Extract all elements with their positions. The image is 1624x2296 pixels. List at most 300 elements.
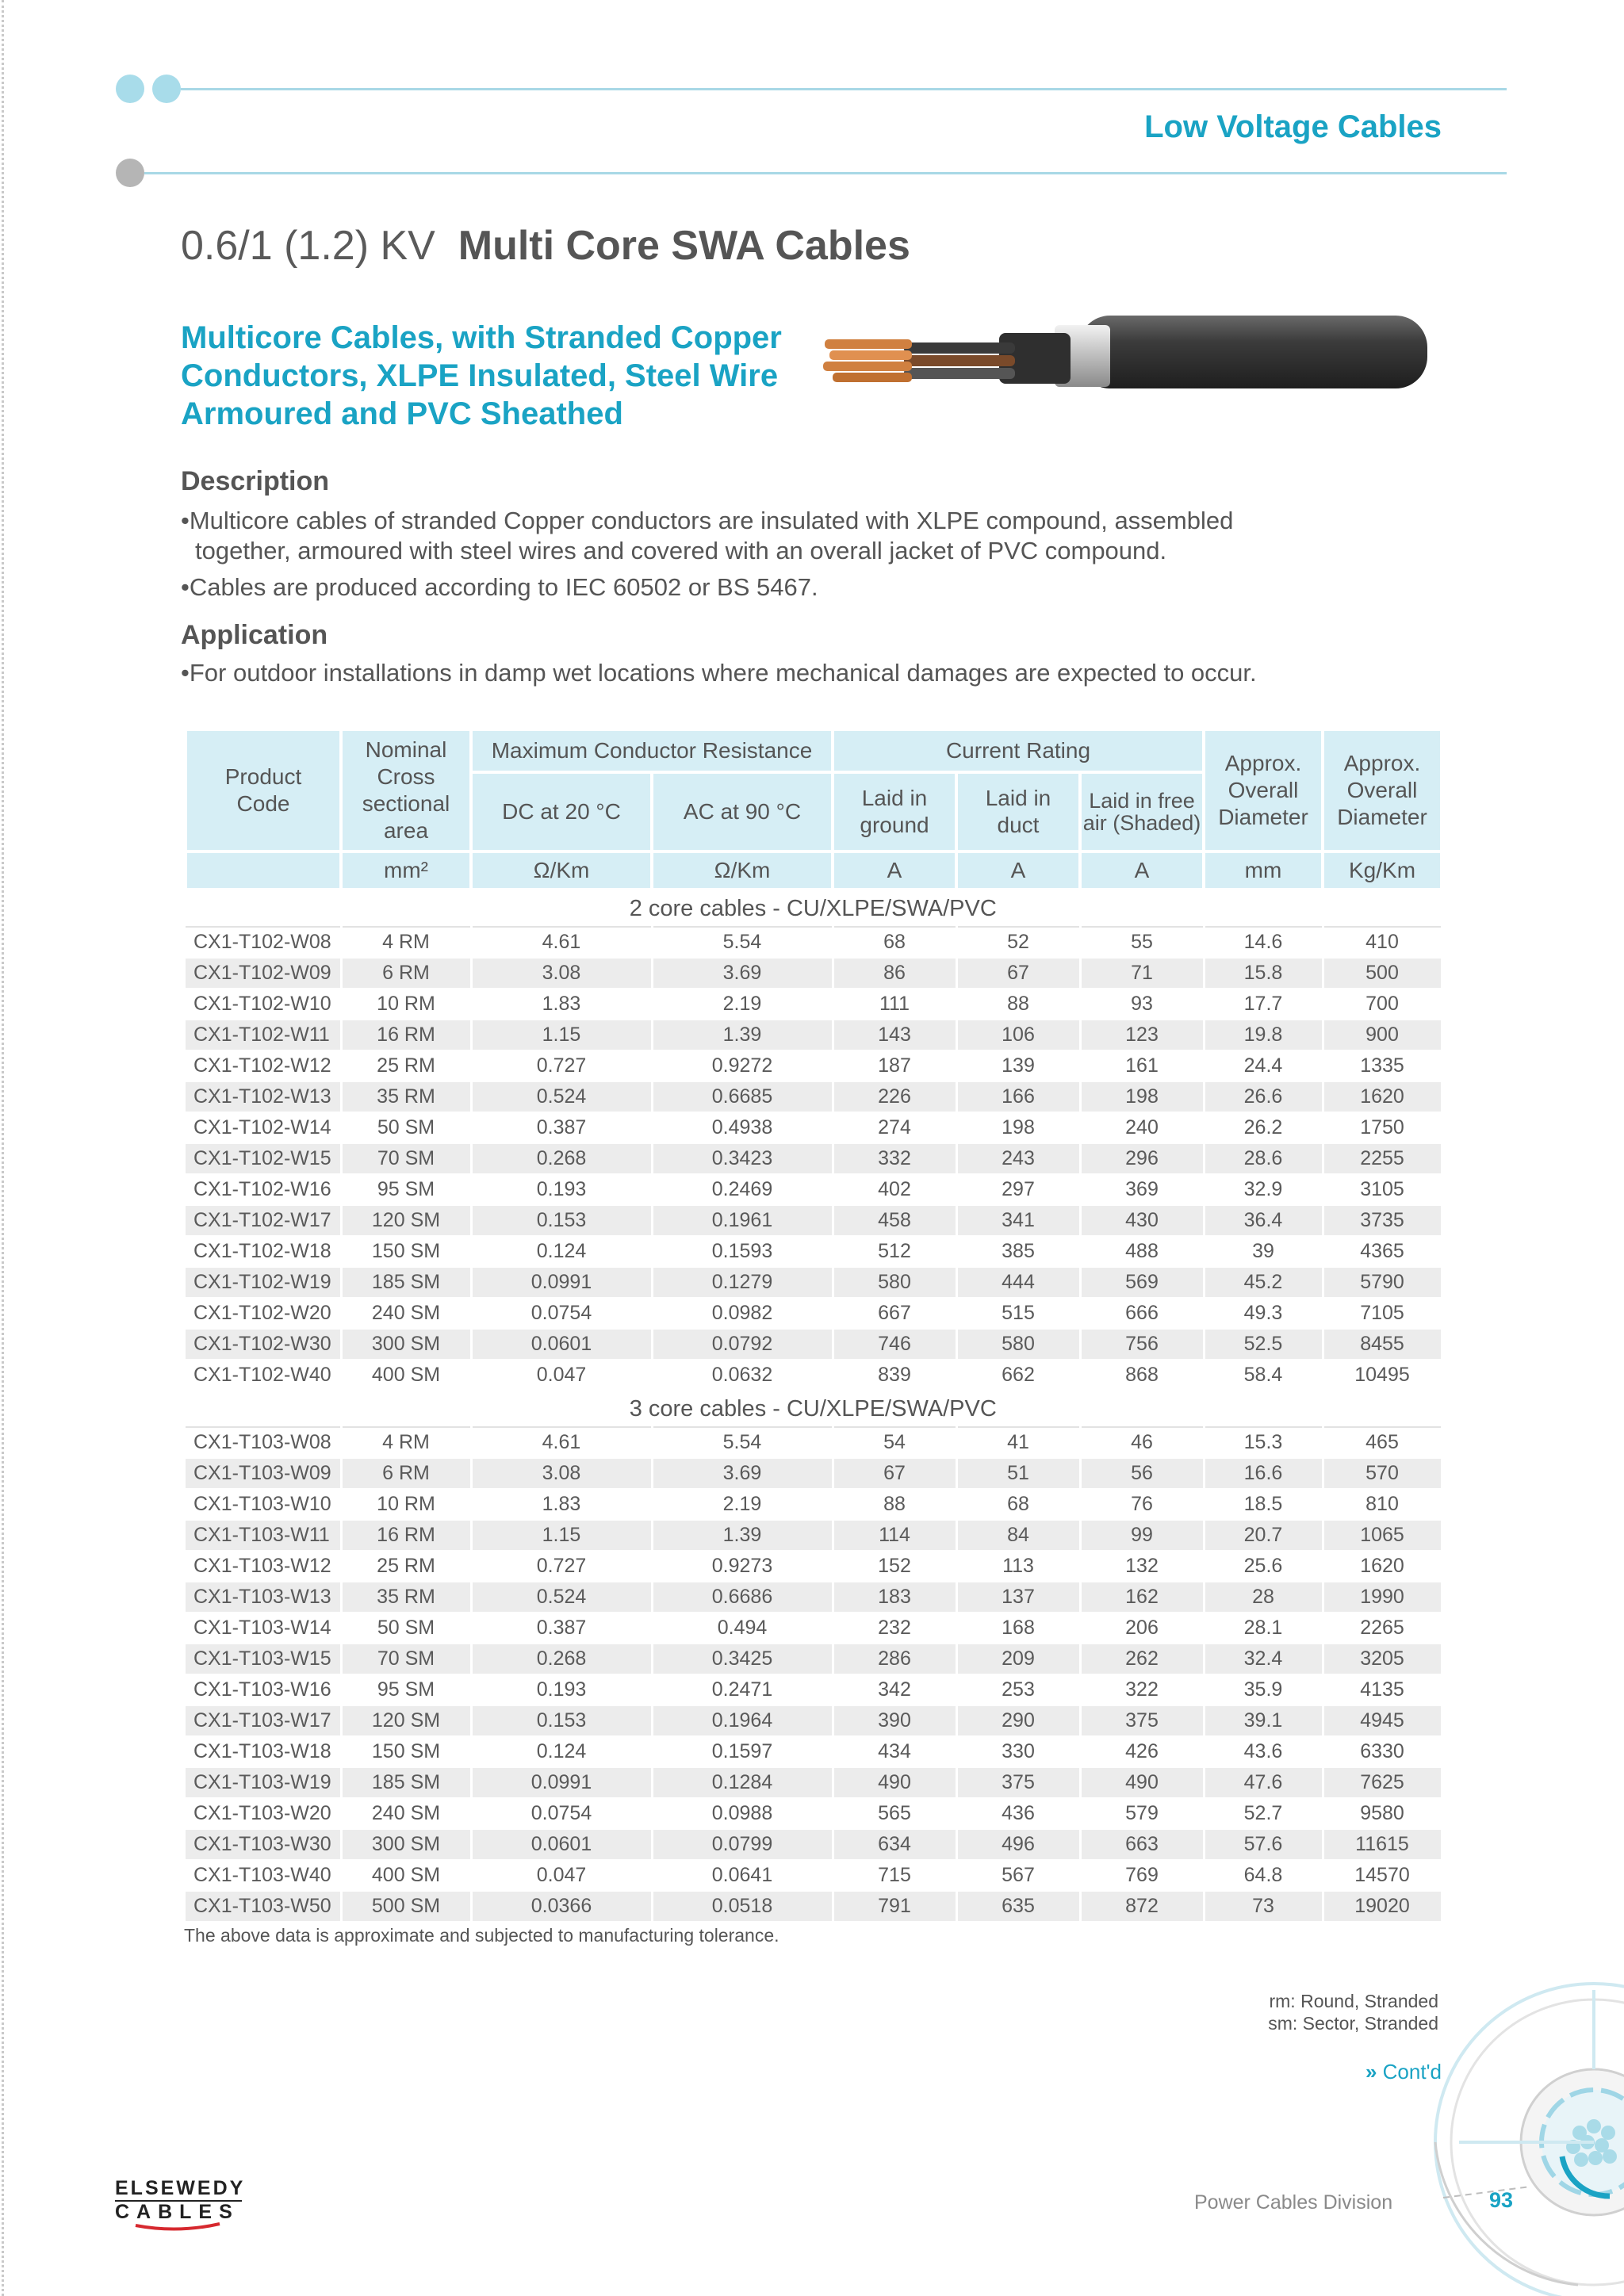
cell-ac: 0.494 bbox=[652, 1613, 833, 1644]
title-main: Multi Core SWA Cables bbox=[458, 223, 910, 269]
cell-diameter: 28.1 bbox=[1204, 1613, 1323, 1644]
cell-ground: 187 bbox=[833, 1050, 956, 1081]
cell-diameter: 25.6 bbox=[1204, 1551, 1323, 1582]
header-dot-2 bbox=[152, 75, 181, 103]
page-number: 93 bbox=[1489, 2188, 1514, 2212]
table-header bbox=[186, 729, 1442, 890]
header-weight: Approx. Overall Diameter bbox=[1323, 729, 1442, 851]
cell-dc: 4.61 bbox=[471, 927, 652, 958]
cell-diameter: 57.6 bbox=[1204, 1829, 1323, 1860]
cell-code: CX1-T102-W16 bbox=[186, 1174, 341, 1205]
application-bullet-1: •For outdoor installations in damp wet locations where mechanical damages are expected to occur. bbox=[181, 659, 1257, 687]
cell-ac: 0.0632 bbox=[652, 1360, 833, 1391]
cell-dc: 0.387 bbox=[471, 1613, 652, 1644]
cell-code: CX1-T103-W50 bbox=[186, 1891, 341, 1922]
cell-air: 55 bbox=[1080, 927, 1204, 958]
cell-ground: 746 bbox=[833, 1329, 956, 1360]
cell-dc: 0.524 bbox=[471, 1582, 652, 1613]
cell-weight: 7625 bbox=[1323, 1767, 1442, 1798]
cell-air: 296 bbox=[1080, 1143, 1204, 1174]
table-body bbox=[186, 890, 1442, 1922]
header-current-rating: Current Rating bbox=[833, 729, 1204, 772]
table-row bbox=[186, 1891, 1442, 1922]
table-row bbox=[186, 1489, 1442, 1520]
header-product-code: Product Code bbox=[186, 729, 341, 851]
cell-ac: 2.19 bbox=[652, 1489, 833, 1520]
cell-diameter: 58.4 bbox=[1204, 1360, 1323, 1391]
cell-code: CX1-T103-W15 bbox=[186, 1644, 341, 1674]
header-max-resistance: Maximum Conductor Resistance bbox=[471, 729, 833, 772]
cell-diameter: 17.7 bbox=[1204, 989, 1323, 1020]
cell-diameter: 35.9 bbox=[1204, 1674, 1323, 1705]
header-ac: AC at 90 °C bbox=[652, 772, 833, 851]
cell-ac: 0.1284 bbox=[652, 1767, 833, 1798]
cell-dc: 0.0754 bbox=[471, 1298, 652, 1329]
page-edge-dotted-line bbox=[2, 0, 4, 2296]
cell-weight: 5790 bbox=[1323, 1267, 1442, 1298]
cell-dc: 0.047 bbox=[471, 1360, 652, 1391]
cell-ground: 791 bbox=[833, 1891, 956, 1922]
cell-ac: 5.54 bbox=[652, 927, 833, 958]
cell-duct: 243 bbox=[956, 1143, 1080, 1174]
cell-ac: 0.4938 bbox=[652, 1112, 833, 1143]
cell-diameter: 14.6 bbox=[1204, 927, 1323, 958]
cell-code: CX1-T102-W18 bbox=[186, 1236, 341, 1267]
cell-ground: 143 bbox=[833, 1020, 956, 1050]
table-row bbox=[186, 1551, 1442, 1582]
cell-air: 663 bbox=[1080, 1829, 1204, 1860]
cell-diameter: 15.8 bbox=[1204, 958, 1323, 989]
cell-air: 46 bbox=[1080, 1427, 1204, 1458]
cell-air: 369 bbox=[1080, 1174, 1204, 1205]
header-laid-air: Laid in free air (Shaded) bbox=[1080, 772, 1204, 851]
cell-dc: 0.727 bbox=[471, 1050, 652, 1081]
cell-ground: 715 bbox=[833, 1860, 956, 1891]
cell-duct: 375 bbox=[956, 1767, 1080, 1798]
cell-area: 4 RM bbox=[341, 1427, 471, 1458]
cell-ac: 0.0988 bbox=[652, 1798, 833, 1829]
cell-area: 300 SM bbox=[341, 1329, 471, 1360]
cell-code: CX1-T102-W40 bbox=[186, 1360, 341, 1391]
continued-label: Cont'd bbox=[1382, 2060, 1442, 2084]
cell-ac: 2.19 bbox=[652, 989, 833, 1020]
cell-ground: 512 bbox=[833, 1236, 956, 1267]
header-rule-bottom bbox=[144, 172, 1507, 174]
cell-weight: 500 bbox=[1323, 958, 1442, 989]
cell-air: 375 bbox=[1080, 1705, 1204, 1736]
cell-weight: 3105 bbox=[1323, 1174, 1442, 1205]
description-bullet-1 bbox=[181, 506, 1418, 566]
header-laid-duct: Laid in duct bbox=[956, 772, 1080, 851]
cell-area: 16 RM bbox=[341, 1520, 471, 1551]
table-row bbox=[186, 1360, 1442, 1391]
cell-weight: 4135 bbox=[1323, 1674, 1442, 1705]
cell-ground: 88 bbox=[833, 1489, 956, 1520]
table-row bbox=[186, 1143, 1442, 1174]
cell-air: 756 bbox=[1080, 1329, 1204, 1360]
table-row bbox=[186, 1427, 1442, 1458]
legend-rm: rm: Round, Stranded bbox=[1269, 1991, 1438, 2011]
unit-ac: Ω/Km bbox=[652, 851, 833, 890]
table-row bbox=[186, 1205, 1442, 1236]
cell-duct: 209 bbox=[956, 1644, 1080, 1674]
table-row bbox=[186, 989, 1442, 1020]
unit-duct: A bbox=[956, 851, 1080, 890]
cell-diameter: 28 bbox=[1204, 1582, 1323, 1613]
header-dc: DC at 20 °C bbox=[471, 772, 652, 851]
cell-ground: 458 bbox=[833, 1205, 956, 1236]
cell-dc: 0.193 bbox=[471, 1174, 652, 1205]
table-row bbox=[186, 1520, 1442, 1551]
cell-weight: 1620 bbox=[1323, 1551, 1442, 1582]
cell-duct: 580 bbox=[956, 1329, 1080, 1360]
cell-duct: 52 bbox=[956, 927, 1080, 958]
cell-diameter: 39.1 bbox=[1204, 1705, 1323, 1736]
cell-ground: 86 bbox=[833, 958, 956, 989]
cell-code: CX1-T102-W10 bbox=[186, 989, 341, 1020]
cell-air: 76 bbox=[1080, 1489, 1204, 1520]
table-row bbox=[186, 1050, 1442, 1081]
cell-ac: 0.0799 bbox=[652, 1829, 833, 1860]
cell-dc: 0.153 bbox=[471, 1705, 652, 1736]
unit-diameter: mm bbox=[1204, 851, 1323, 890]
cell-diameter: 36.4 bbox=[1204, 1205, 1323, 1236]
cell-ac: 0.9272 bbox=[652, 1050, 833, 1081]
cell-ground: 274 bbox=[833, 1112, 956, 1143]
cell-code: CX1-T102-W11 bbox=[186, 1020, 341, 1050]
cell-duct: 41 bbox=[956, 1427, 1080, 1458]
cell-ground: 342 bbox=[833, 1674, 956, 1705]
cell-air: 569 bbox=[1080, 1267, 1204, 1298]
cell-area: 50 SM bbox=[341, 1112, 471, 1143]
cell-code: CX1-T102-W13 bbox=[186, 1081, 341, 1112]
cell-duct: 330 bbox=[956, 1736, 1080, 1767]
cell-diameter: 19.8 bbox=[1204, 1020, 1323, 1050]
cell-ground: 183 bbox=[833, 1582, 956, 1613]
unit-air: A bbox=[1080, 851, 1204, 890]
cell-area: 4 RM bbox=[341, 927, 471, 958]
table-row bbox=[186, 927, 1442, 958]
cell-ground: 580 bbox=[833, 1267, 956, 1298]
cell-dc: 0.387 bbox=[471, 1112, 652, 1143]
cell-air: 322 bbox=[1080, 1674, 1204, 1705]
cell-code: CX1-T102-W09 bbox=[186, 958, 341, 989]
cell-ac: 0.0641 bbox=[652, 1860, 833, 1891]
cell-air: 123 bbox=[1080, 1020, 1204, 1050]
unit-dc: Ω/Km bbox=[471, 851, 652, 890]
cell-weight: 7105 bbox=[1323, 1298, 1442, 1329]
cell-duct: 635 bbox=[956, 1891, 1080, 1922]
cell-duct: 113 bbox=[956, 1551, 1080, 1582]
cell-dc: 0.0991 bbox=[471, 1267, 652, 1298]
cell-air: 430 bbox=[1080, 1205, 1204, 1236]
cell-ac: 1.39 bbox=[652, 1520, 833, 1551]
header-diameter: Approx. Overall Diameter bbox=[1204, 729, 1323, 851]
cell-diameter: 15.3 bbox=[1204, 1427, 1323, 1458]
cell-area: 10 RM bbox=[341, 1489, 471, 1520]
cell-dc: 0.727 bbox=[471, 1551, 652, 1582]
cell-duct: 106 bbox=[956, 1020, 1080, 1050]
cell-duct: 137 bbox=[956, 1582, 1080, 1613]
cell-diameter: 32.9 bbox=[1204, 1174, 1323, 1205]
cell-duct: 198 bbox=[956, 1112, 1080, 1143]
cell-weight: 410 bbox=[1323, 927, 1442, 958]
cell-ground: 332 bbox=[833, 1143, 956, 1174]
description-bullet-1-line-1: •Multicore cables of stranded Copper conductors are insulated with XLPE compound, assembled bbox=[181, 507, 1234, 534]
cell-diameter: 52.7 bbox=[1204, 1798, 1323, 1829]
cell-area: 500 SM bbox=[341, 1891, 471, 1922]
cell-ac: 0.3423 bbox=[652, 1143, 833, 1174]
cell-dc: 0.268 bbox=[471, 1143, 652, 1174]
cell-ground: 67 bbox=[833, 1458, 956, 1489]
table-row bbox=[186, 1582, 1442, 1613]
cell-area: 240 SM bbox=[341, 1298, 471, 1329]
cell-ac: 5.54 bbox=[652, 1427, 833, 1458]
unit-ground: A bbox=[833, 851, 956, 890]
cell-weight: 2255 bbox=[1323, 1143, 1442, 1174]
table-row bbox=[186, 1829, 1442, 1860]
cell-duct: 84 bbox=[956, 1520, 1080, 1551]
cell-duct: 385 bbox=[956, 1236, 1080, 1267]
cell-dc: 0.0754 bbox=[471, 1798, 652, 1829]
cell-duct: 662 bbox=[956, 1360, 1080, 1391]
cell-ac: 0.6686 bbox=[652, 1582, 833, 1613]
cell-diameter: 20.7 bbox=[1204, 1520, 1323, 1551]
cell-area: 50 SM bbox=[341, 1613, 471, 1644]
cell-dc: 0.0601 bbox=[471, 1329, 652, 1360]
cell-weight: 4945 bbox=[1323, 1705, 1442, 1736]
title-voltage: 0.6/1 (1.2) KV bbox=[181, 223, 435, 269]
cell-diameter: 39 bbox=[1204, 1236, 1323, 1267]
description-bullet-2: •Cables are produced according to IEC 60502 or BS 5467. bbox=[181, 573, 818, 601]
cell-area: 70 SM bbox=[341, 1143, 471, 1174]
cell-code: CX1-T103-W17 bbox=[186, 1705, 341, 1736]
cell-code: CX1-T102-W20 bbox=[186, 1298, 341, 1329]
cell-weight: 1335 bbox=[1323, 1050, 1442, 1081]
cell-dc: 3.08 bbox=[471, 958, 652, 989]
cell-weight: 14570 bbox=[1323, 1860, 1442, 1891]
cell-weight: 1065 bbox=[1323, 1520, 1442, 1551]
cell-code: CX1-T102-W08 bbox=[186, 927, 341, 958]
table-row bbox=[186, 958, 1442, 989]
cell-ac: 0.1593 bbox=[652, 1236, 833, 1267]
cable-photo bbox=[817, 301, 1443, 420]
cell-code: CX1-T102-W30 bbox=[186, 1329, 341, 1360]
cell-weight: 1620 bbox=[1323, 1081, 1442, 1112]
cell-weight: 19020 bbox=[1323, 1891, 1442, 1922]
cell-diameter: 28.6 bbox=[1204, 1143, 1323, 1174]
cell-ac: 0.1961 bbox=[652, 1205, 833, 1236]
spec-table bbox=[184, 728, 1443, 1923]
header-laid-ground: Laid in ground bbox=[833, 772, 956, 851]
table-row bbox=[186, 1736, 1442, 1767]
cell-diameter: 52.5 bbox=[1204, 1329, 1323, 1360]
cell-air: 666 bbox=[1080, 1298, 1204, 1329]
cell-area: 6 RM bbox=[341, 1458, 471, 1489]
cell-dc: 0.0366 bbox=[471, 1891, 652, 1922]
cell-ground: 68 bbox=[833, 927, 956, 958]
cell-ac: 3.69 bbox=[652, 958, 833, 989]
cell-duct: 290 bbox=[956, 1705, 1080, 1736]
cell-code: CX1-T103-W12 bbox=[186, 1551, 341, 1582]
cell-area: 300 SM bbox=[341, 1829, 471, 1860]
cell-weight: 1750 bbox=[1323, 1112, 1442, 1143]
cell-weight: 4365 bbox=[1323, 1236, 1442, 1267]
group-header-row bbox=[186, 890, 1442, 927]
subtitle-line-1: Multicore Cables, with Stranded Copper bbox=[181, 320, 782, 355]
table-row bbox=[186, 1329, 1442, 1360]
header-dot-1 bbox=[116, 75, 144, 103]
header-nominal-area: Nominal Cross sectional area bbox=[341, 729, 471, 851]
cell-code: CX1-T103-W20 bbox=[186, 1798, 341, 1829]
table-row bbox=[186, 1767, 1442, 1798]
cell-duct: 341 bbox=[956, 1205, 1080, 1236]
cell-weight: 810 bbox=[1323, 1489, 1442, 1520]
cell-air: 161 bbox=[1080, 1050, 1204, 1081]
cell-dc: 4.61 bbox=[471, 1427, 652, 1458]
cell-air: 490 bbox=[1080, 1767, 1204, 1798]
cell-ac: 0.0982 bbox=[652, 1298, 833, 1329]
description-heading: Description bbox=[181, 466, 330, 496]
cell-duct: 297 bbox=[956, 1174, 1080, 1205]
cell-ground: 114 bbox=[833, 1520, 956, 1551]
cell-ground: 490 bbox=[833, 1767, 956, 1798]
cell-weight: 3735 bbox=[1323, 1205, 1442, 1236]
cell-ac: 0.0518 bbox=[652, 1891, 833, 1922]
cell-diameter: 64.8 bbox=[1204, 1860, 1323, 1891]
table-row bbox=[186, 1174, 1442, 1205]
table-row bbox=[186, 1112, 1442, 1143]
cell-duct: 567 bbox=[956, 1860, 1080, 1891]
table-row bbox=[186, 1298, 1442, 1329]
cell-diameter: 16.6 bbox=[1204, 1458, 1323, 1489]
cell-code: CX1-T102-W14 bbox=[186, 1112, 341, 1143]
cell-duct: 68 bbox=[956, 1489, 1080, 1520]
cell-ground: 565 bbox=[833, 1798, 956, 1829]
cell-weight: 570 bbox=[1323, 1458, 1442, 1489]
cell-area: 25 RM bbox=[341, 1551, 471, 1582]
cell-air: 132 bbox=[1080, 1551, 1204, 1582]
table-row bbox=[186, 1674, 1442, 1705]
cell-weight: 465 bbox=[1323, 1427, 1442, 1458]
cell-weight: 11615 bbox=[1323, 1829, 1442, 1860]
unit-weight: Kg/Km bbox=[1323, 851, 1442, 890]
cell-ac: 0.2469 bbox=[652, 1174, 833, 1205]
cell-diameter: 26.6 bbox=[1204, 1081, 1323, 1112]
cell-dc: 1.15 bbox=[471, 1520, 652, 1551]
cell-diameter: 73 bbox=[1204, 1891, 1323, 1922]
logo-line-2: CABLES bbox=[115, 2200, 242, 2222]
cell-dc: 0.124 bbox=[471, 1236, 652, 1267]
subtitle-line-2: Conductors, XLPE Insulated, Steel Wire bbox=[181, 358, 779, 393]
group-title: 2 core cables - CU/XLPE/SWA/PVC bbox=[186, 890, 1442, 927]
table-row bbox=[186, 1020, 1442, 1050]
cell-weight: 6330 bbox=[1323, 1736, 1442, 1767]
cell-code: CX1-T103-W19 bbox=[186, 1767, 341, 1798]
cell-code: CX1-T103-W08 bbox=[186, 1427, 341, 1458]
cell-dc: 0.0991 bbox=[471, 1767, 652, 1798]
cell-ground: 286 bbox=[833, 1644, 956, 1674]
cell-duct: 168 bbox=[956, 1613, 1080, 1644]
cell-code: CX1-T103-W16 bbox=[186, 1674, 341, 1705]
cell-air: 488 bbox=[1080, 1236, 1204, 1267]
table-row bbox=[186, 1458, 1442, 1489]
cell-ac: 0.0792 bbox=[652, 1329, 833, 1360]
cell-air: 93 bbox=[1080, 989, 1204, 1020]
cell-area: 10 RM bbox=[341, 989, 471, 1020]
cell-dc: 0.193 bbox=[471, 1674, 652, 1705]
table-row bbox=[186, 1236, 1442, 1267]
cell-code: CX1-T102-W19 bbox=[186, 1267, 341, 1298]
cell-area: 95 SM bbox=[341, 1174, 471, 1205]
cell-ground: 434 bbox=[833, 1736, 956, 1767]
cell-code: CX1-T103-W11 bbox=[186, 1520, 341, 1551]
cell-dc: 0.047 bbox=[471, 1860, 652, 1891]
cell-ac: 0.1279 bbox=[652, 1267, 833, 1298]
group-header-row bbox=[186, 1391, 1442, 1427]
cell-duct: 88 bbox=[956, 989, 1080, 1020]
cell-diameter: 45.2 bbox=[1204, 1267, 1323, 1298]
elsewedy-logo bbox=[115, 2177, 246, 2232]
group-title: 3 core cables - CU/XLPE/SWA/PVC bbox=[186, 1391, 1442, 1427]
cell-weight: 1990 bbox=[1323, 1582, 1442, 1613]
cell-diameter: 32.4 bbox=[1204, 1644, 1323, 1674]
cell-diameter: 43.6 bbox=[1204, 1736, 1323, 1767]
page-title bbox=[181, 222, 910, 270]
cell-diameter: 24.4 bbox=[1204, 1050, 1323, 1081]
cell-ground: 111 bbox=[833, 989, 956, 1020]
cell-ground: 152 bbox=[833, 1551, 956, 1582]
cell-ac: 0.1597 bbox=[652, 1736, 833, 1767]
cell-area: 240 SM bbox=[341, 1798, 471, 1829]
cell-area: 16 RM bbox=[341, 1020, 471, 1050]
cell-air: 71 bbox=[1080, 958, 1204, 989]
cell-ac: 0.1964 bbox=[652, 1705, 833, 1736]
table-row bbox=[186, 1081, 1442, 1112]
cell-area: 6 RM bbox=[341, 958, 471, 989]
cell-ac: 0.3425 bbox=[652, 1644, 833, 1674]
cell-area: 35 RM bbox=[341, 1081, 471, 1112]
table-row bbox=[186, 1860, 1442, 1891]
cell-area: 35 RM bbox=[341, 1582, 471, 1613]
double-chevron-icon: » bbox=[1365, 2060, 1377, 2084]
table-row bbox=[186, 1705, 1442, 1736]
cell-dc: 0.0601 bbox=[471, 1829, 652, 1860]
cell-area: 400 SM bbox=[341, 1360, 471, 1391]
cell-code: CX1-T103-W10 bbox=[186, 1489, 341, 1520]
cell-air: 262 bbox=[1080, 1644, 1204, 1674]
cell-code: CX1-T103-W13 bbox=[186, 1582, 341, 1613]
cable-cross-section-decoration bbox=[1411, 1934, 1624, 2296]
subtitle-line-3: Armoured and PVC Sheathed bbox=[181, 396, 623, 431]
cell-air: 198 bbox=[1080, 1081, 1204, 1112]
cell-duct: 139 bbox=[956, 1050, 1080, 1081]
cell-ground: 839 bbox=[833, 1360, 956, 1391]
logo-line-1: ELSEWEDY bbox=[115, 2177, 246, 2199]
cell-code: CX1-T103-W40 bbox=[186, 1860, 341, 1891]
cell-ac: 0.9273 bbox=[652, 1551, 833, 1582]
cell-code: CX1-T103-W14 bbox=[186, 1613, 341, 1644]
unit-blank bbox=[186, 851, 341, 890]
table-row bbox=[186, 1267, 1442, 1298]
section-label: Low Voltage Cables bbox=[1144, 109, 1442, 144]
cell-air: 56 bbox=[1080, 1458, 1204, 1489]
cell-ac: 0.6685 bbox=[652, 1081, 833, 1112]
cell-area: 150 SM bbox=[341, 1236, 471, 1267]
cell-duct: 444 bbox=[956, 1267, 1080, 1298]
application-heading: Application bbox=[181, 620, 328, 650]
header-rule-top bbox=[181, 88, 1507, 90]
